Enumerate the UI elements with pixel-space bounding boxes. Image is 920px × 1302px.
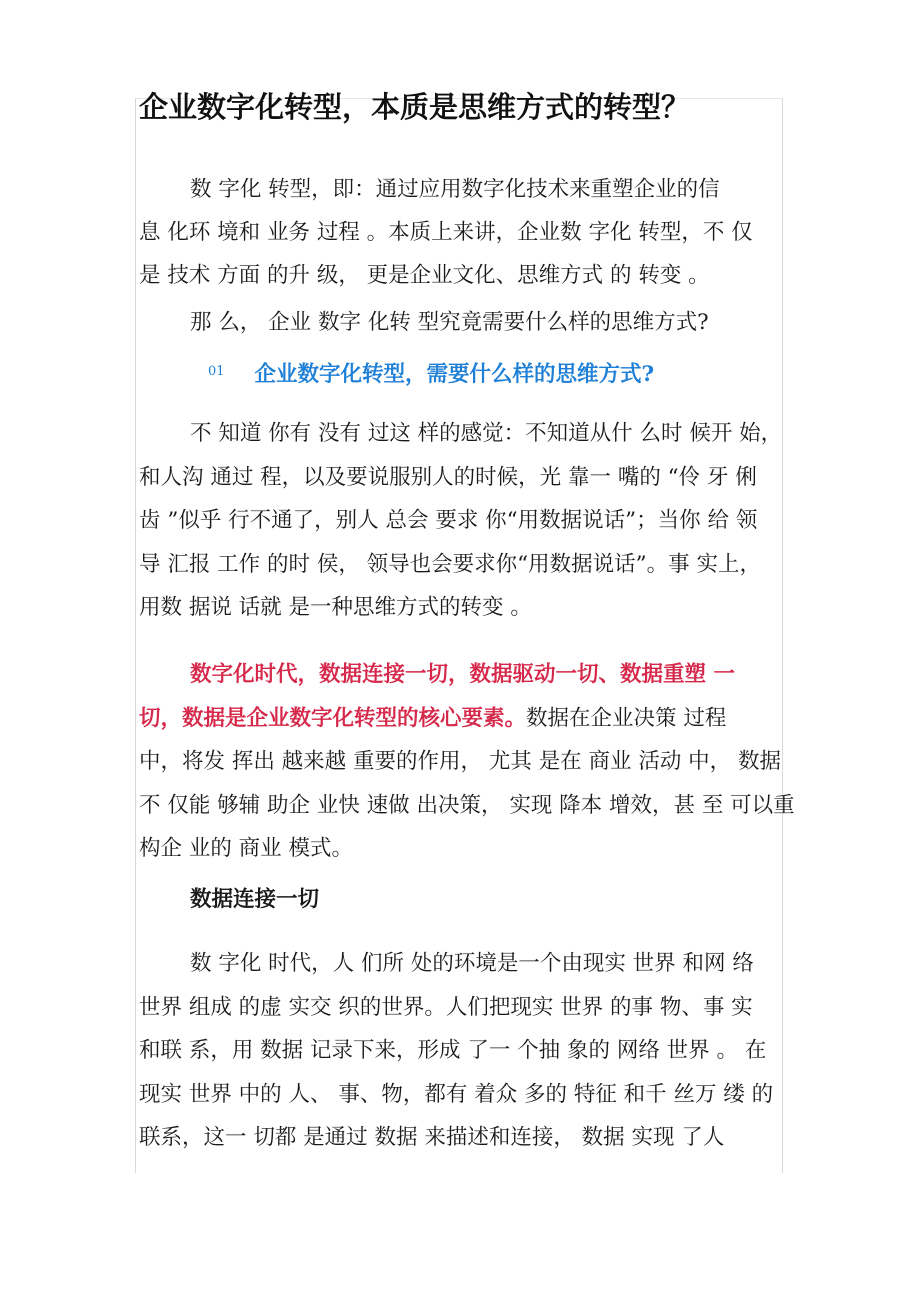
- question-paragraph: [139, 301, 709, 344]
- intro-line: 数 字化 转型，即：通过应用数字化技术来重塑企业的信: [190, 177, 720, 202]
- paragraph-line: 构企 业的 商业 模式。: [139, 836, 354, 861]
- paragraph-line: 世界 组成 的虚 实交 织的世界。人们把现实 世界 的事 物、事 实: [139, 994, 753, 1020]
- intro-line: 是 技术 方面 的升 级， 更是企业文化、思维方式 的 转变 。: [139, 263, 710, 288]
- article-title: 企业数字化转型，本质是思维方式的转型？: [139, 90, 691, 124]
- paragraph-line: 数 字化 时代，人 们所 处的环境是一个由现实 世界 和网 络: [190, 951, 754, 976]
- paragraph-line: 齿 ”似乎 行不通了，别人 总会 要求 你“用数据说话”；当你 给 领: [139, 508, 758, 533]
- paragraph-line: 和联 系，用 数据 记录下来，形成 了一 个抽 象的 网络 世界 。 在: [139, 1038, 767, 1063]
- data-talk-paragraph: [139, 412, 782, 630]
- paragraph-line: 不 仅能 够辅 助企 业快 速做 出决策， 实现 降本 增效，甚 至 可以重: [139, 792, 795, 818]
- paragraph-line: 和人沟 通过 程，以及要说服别人的时候，光 靠一 嘴的 “伶 牙 俐: [139, 464, 757, 490]
- highlight-line: 数字化时代，数据连接一切，数据驱动一切、数据重塑 一: [190, 662, 735, 687]
- paragraph-line: 不 知道 你有 没有 过这 样的感觉：不知道从什 么时 候开 始，: [190, 421, 783, 446]
- connect-paragraph: [139, 942, 773, 1160]
- plain-text: 数据在企业决策 过程: [526, 705, 727, 731]
- subheading-text: 企业数字化转型，需要什么样的思维方式?: [254, 362, 655, 387]
- core-element-paragraph: [139, 653, 795, 871]
- paragraph-line: 导 汇报 工作 的时 侯， 领导也会要求你“用数据说话”。事 实上，: [139, 551, 761, 577]
- intro-paragraph: [139, 168, 753, 297]
- subheading-number: 01: [208, 364, 225, 379]
- paragraph-line: 联系，这一 切都 是通过 数据 来描述和连接， 数据 实现 了人: [139, 1125, 725, 1150]
- highlight-text: 切，数据是企业数字化转型的核心要素。: [139, 705, 527, 731]
- question-line: 那 么， 企业 数字 化转 型究竟需要什么样的思维方式?: [190, 310, 709, 335]
- paragraph-line: 用数 据说 话就 是一种思维方式的转变 。: [139, 595, 532, 620]
- paragraph-line: [139, 697, 795, 741]
- section-subheading: [208, 351, 654, 396]
- section-heading: 数据连接一切: [190, 887, 320, 912]
- paragraph-line: 中，将发 挥出 越来越 重要的作用， 尤其 是在 商业 活动 中， 数据: [139, 749, 782, 774]
- intro-line: 息 化环 境和 业务 过程 。本质上来讲，企业数 字化 转型，不 仅: [139, 220, 753, 245]
- paragraph-line: 现实 世界 中的 人、 事、物，都有 着众 多的 特征 和千 丝万 缕 的: [139, 1081, 774, 1107]
